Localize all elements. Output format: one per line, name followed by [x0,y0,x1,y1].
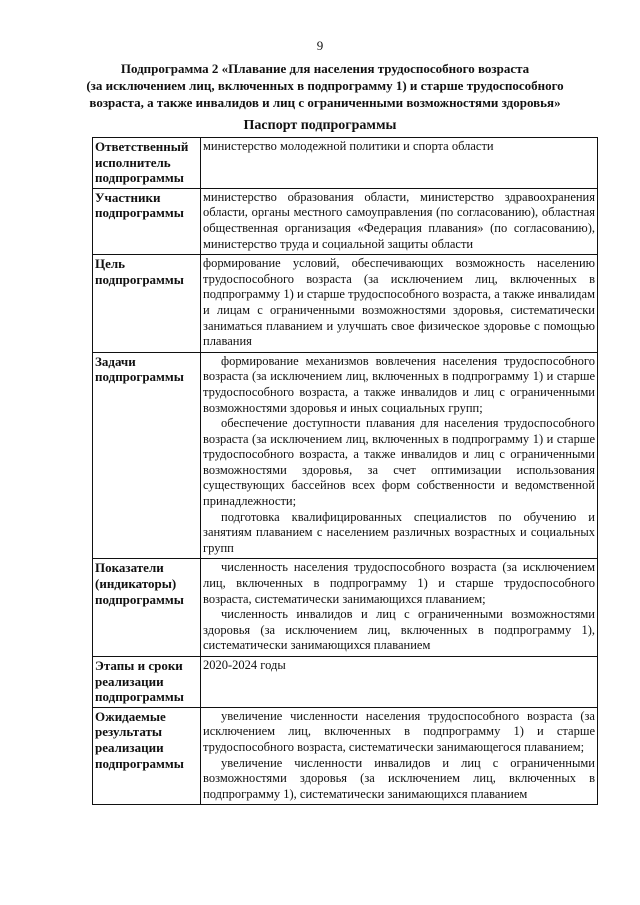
row-value [201,255,598,353]
row-label: Ожидаемые результаты реализации подпрограммы [93,707,201,805]
heading-line-1: Подпрограмма 2 «Плавание для населения трудоспособного возраста [120,61,530,76]
row-stages-and-terms [93,657,598,708]
row-value [201,707,598,805]
passport-title: Паспорт подпрограммы [243,118,397,133]
paragraph: увеличение численности населения трудоспособного возраста (за исключением лиц, включенных в подпрограмму 1) и старше трудоспособного возраста, систематически занимающегося плаванием; [203,708,595,754]
paragraph: формирование механизмов вовлечения населения трудоспособного возраста (за исключением лиц, включенных в подпрограмму 1) и старше трудоспособного возраста, а также инвалидов и лиц с ограниченными возможностями здоровья и иных социальных групп; [203,353,595,415]
row-label: Задачи подпрограммы [93,352,201,559]
paragraph: министерство молодежной политики и спорта области [203,139,494,153]
passport-table [92,137,598,805]
paragraph: формирование условий, обеспечивающих возможность населению трудоспособного возраста (за исключением лиц, включенных в подпрограмму 1) и старше трудоспособного возраста, а также инвалидам и лицам с ограниченными возможностями здоровья, систематически заниматься плаванием и улучшать свое физическое здоровье с помощью плавания [203,256,595,349]
paragraph: обеспечение доступности плавания для населения трудоспособного возраста (за исключением лиц, включенных в подпрограмму 1) и старше трудоспособного возраста, а также инвалидов и лиц с ограниченными возможностями здоровья, за счет оптимизации использования существующих бассейнов всех форм собственности и ведомственной принадлежности; [203,416,595,509]
row-expected-results [93,707,598,805]
heading-line-3: возраста, а также инвалидов и лиц с ограниченными возможностями здоровья» [89,95,561,110]
paragraph: численность населения трудоспособного возраста (за исключением лиц, включенных в подпрограмму 1) и старше трудоспособного возраста, систематически занимающихся плаванием; [203,560,595,606]
row-indicators [93,559,598,657]
paragraph: министерство образования области, министерство здравоохранения области, органы местного самоуправления (по согласованию), областная общественная организация «Федерация плавания» (по согласованию), министерство труда и социальной защиты области [203,189,595,251]
row-label: Показатели (индикаторы) подпрограммы [93,559,201,657]
row-tasks [93,352,598,559]
row-value [201,559,598,657]
row-label: Цель подпрограммы [93,255,201,353]
row-value [201,188,598,254]
row-responsible-executor [93,138,598,189]
row-value [201,138,598,189]
row-label: Участники подпрограммы [93,188,201,254]
row-goal [93,255,598,353]
row-label: Ответственный исполнитель подпрограммы [93,138,201,189]
subprogram-heading [60,60,590,111]
paragraph: увеличение численности инвалидов и лиц с ограниченными возможностями здоровья (за исключением лиц, включенных в подпрограмму 1), систематически занимающихся плаванием [203,755,595,801]
row-value [201,352,598,559]
paragraph: подготовка квалифицированных специалистов по обучению и занятиям плаванием с населением различных возрастных и социальных групп [203,509,595,555]
row-value [201,657,598,708]
paragraph: 2020-2024 годы [203,658,286,672]
page-number: 9 [316,38,324,53]
paragraph: численность инвалидов и лиц с ограниченными возможностями здоровья (за исключением лиц, включенных в подпрограмму 1), систематически занимающихся плаванием [203,607,595,653]
heading-line-2: (за исключением лиц, включенных в подпрограмму 1) и старше трудоспособного [86,78,564,93]
row-participants [93,188,598,254]
row-label: Этапы и сроки реализации подпрограммы [93,657,201,708]
